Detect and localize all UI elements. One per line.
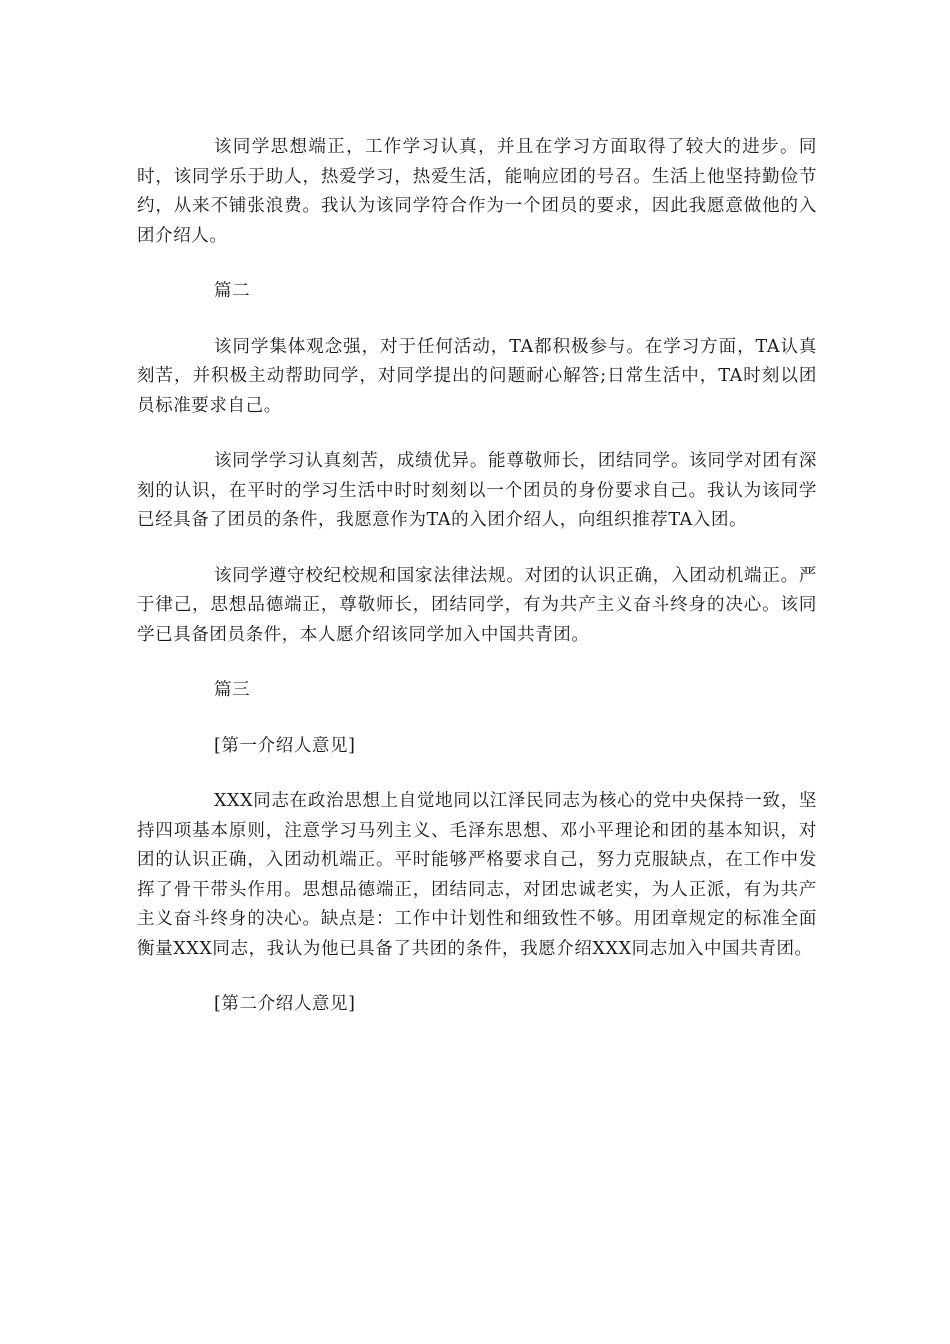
first-introducer-opinion: XXX同志在政治思想上自觉地同以江泽民同志为核心的党中央保持一致，坚持四项基本原则，注意学习马列主义、毛泽东思想、邓小平理论和团的基本知识，对团的认识正确，入团动机端正。平时能够严格要求自己，努力克服缺点，在工作中发挥了骨干带头作用。思想品德端正，团结同志，对团忠诚老实，为人正派，有为共产主义奋斗终身的决心。缺点是：工作中计划性和细致性不够。用团章规定的标准全面衡量XXX同志，我认为他已具备了共团的条件，我愿介绍XXX同志加入中国共青团。	[137, 791, 817, 959]
second-introducer-heading: [第二介绍人意见]	[214, 994, 356, 1014]
paragraph-1: 该同学思想端正，工作学习认真，并且在学习方面取得了较大的进步。同时，该同学乐于助人，热爱学习，热爱生活，能响应团的号召。生活上他坚持勤俭节约，从来不铺张浪费。我认为该同学符合作为一个团员的要求，因此我愿意做他的入团介绍人。	[137, 137, 817, 246]
first-introducer-heading: [第一介绍人意见]	[214, 735, 356, 756]
paragraph-3: 该同学学习认真刻苦，成绩优异。能尊敬师长，团结同学。该同学对团有深刻的认识，在平时的学习生活中时时刻刻以一个团员的身份要求自己。我认为该同学已经具备了团员的条件，我愿意作为TA的入团介绍人，向组织推荐TA入团。	[137, 451, 817, 530]
paragraph-4: 该同学遵守校纪校规和国家法律法规。对团的认识正确，入团动机端正。严于律己，思想品德端正，尊敬师长，团结同学，有为共产主义奋斗终身的决心。该同学已具备团员条件，本人愿介绍该同学加入中国共青团。	[137, 565, 817, 645]
paragraph-2: 该同学集体观念强，对于任何活动，TA都积极参与。在学习方面，TA认真刻苦，并积极主动帮助同学，对同学提出的问题耐心解答;日常生活中，TA时刻以团员标准要求自己。	[137, 336, 817, 416]
section-heading-3: 篇三	[214, 680, 251, 700]
section-heading-2: 篇二	[214, 281, 251, 301]
document-body	[137, 133, 817, 1046]
